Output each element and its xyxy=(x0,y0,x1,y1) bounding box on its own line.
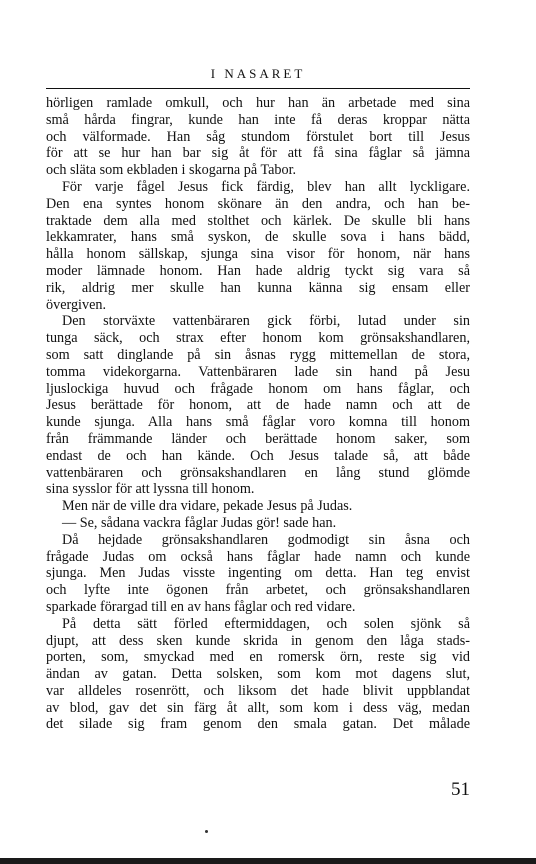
text-line: djupt, att dess sken kunde skrida in genom den låga stads- xyxy=(46,632,470,649)
text-line: Då hejdade grönsakshandlaren godmodigt sin åsna och xyxy=(62,531,470,548)
text-line: rik, aldrig mer skulle han kunna känna sig ensam eller xyxy=(46,279,470,296)
text-line: frågade Judas om också hans fåglar hade namn och kunde xyxy=(46,548,470,565)
text-line: lekkamrater, hans små syskon, de skulle sova i hans bädd, xyxy=(46,229,470,246)
text-line: övergiven. xyxy=(46,296,107,313)
text-line: sparkade förargad till en av hans fåglar och red vidare. xyxy=(46,598,356,615)
text-line: från främmande länder och berättade honom saker, som xyxy=(46,430,470,447)
text-line: ljuslockiga huvud och frågade honom om hans fåglar, och xyxy=(46,380,470,397)
text-line: det silade sig fram genom den smala gatan. Det målade xyxy=(46,716,470,733)
text-line: små hårda fingrar, kunde han inte få deras kroppar nätta xyxy=(46,111,470,128)
text-line: Jesus berättade för honom, att de hade namn och att de xyxy=(46,397,470,414)
ink-speck xyxy=(205,830,208,833)
scan-bottom-edge xyxy=(0,858,536,864)
page-number: 51 xyxy=(451,779,470,800)
body-text xyxy=(46,95,470,733)
text-line: För varje fågel Jesus fick färdig, blev han allt lyckligare. xyxy=(62,178,470,195)
text-line: sina sysslor för att lyssna till honom. xyxy=(46,481,255,498)
text-line: ändan av gatan. Detta solsken, som kom mot dagens slut, xyxy=(46,666,470,683)
text-line: — Se, sådana vackra fåglar Judas gör! sade han. xyxy=(62,514,337,531)
text-line: endast de och han kände. Och Jesus talade så, att både xyxy=(46,447,470,464)
text-line: kunde sjunga. Alla hans små fåglar voro komna till honom xyxy=(46,414,470,431)
text-line: och lyfte inte ögonen från arbetet, och grönsakshandlaren xyxy=(46,582,470,599)
text-line: Den ena syntes honom skönare än den andra, och han be- xyxy=(46,195,470,212)
text-line: och välformade. Han såg stundom förstulet bort till Jesus xyxy=(46,128,470,145)
text-line: var alldeles rosenrött, och liksom det hade blivit uppblandat xyxy=(46,682,470,699)
text-line: tomma videkorgarna. Vattenbäraren lade sin hand på Jesu xyxy=(46,363,470,380)
text-line: vattenbäraren och grönsakshandlaren en lång stund glömde xyxy=(46,464,470,481)
running-head: I NASARET xyxy=(210,66,306,81)
text-line: Men när de ville dra vidare, pekade Jesus på Judas. xyxy=(62,498,353,515)
text-line: för att se hur han bar sig åt för att få sina fåglar så jämna xyxy=(46,145,470,162)
text-line: som satt dinglande på sin åsnas rygg mittemellan de stora, xyxy=(46,346,470,363)
text-line: hörligen ramlade omkull, och hur han än arbetade med sina xyxy=(46,95,470,111)
text-line: traktade dem alla med stolthet och kärlek. De skulle bli hans xyxy=(46,212,470,229)
text-line: moder lämnade honom. Han hade aldrig tyckt sig vara så xyxy=(46,262,470,279)
text-line: tunga säck, och strax efter honom kom grönsakshandlaren, xyxy=(46,330,470,347)
header-rule xyxy=(46,88,470,89)
text-line: sjunga. Men Judas visste ingenting om detta. Han teg envist xyxy=(46,565,470,582)
text-line: På detta sätt förled eftermiddagen, och solen sjönk så xyxy=(62,615,470,632)
text-line: porten, som, smyckad med en romersk örn, reste sig vid xyxy=(46,649,470,666)
text-line: hålla honom sällskap, sjunga sina visor för honom, när hans xyxy=(46,246,470,263)
text-line: Den storväxte vattenbäraren gick förbi, lutad under sin xyxy=(62,313,470,330)
text-line: och släta som ekbladen i skogarna på Tabor. xyxy=(46,162,297,179)
text-line: av blod, gav det sin färg åt allt, som kom i dess väg, medan xyxy=(46,699,470,716)
